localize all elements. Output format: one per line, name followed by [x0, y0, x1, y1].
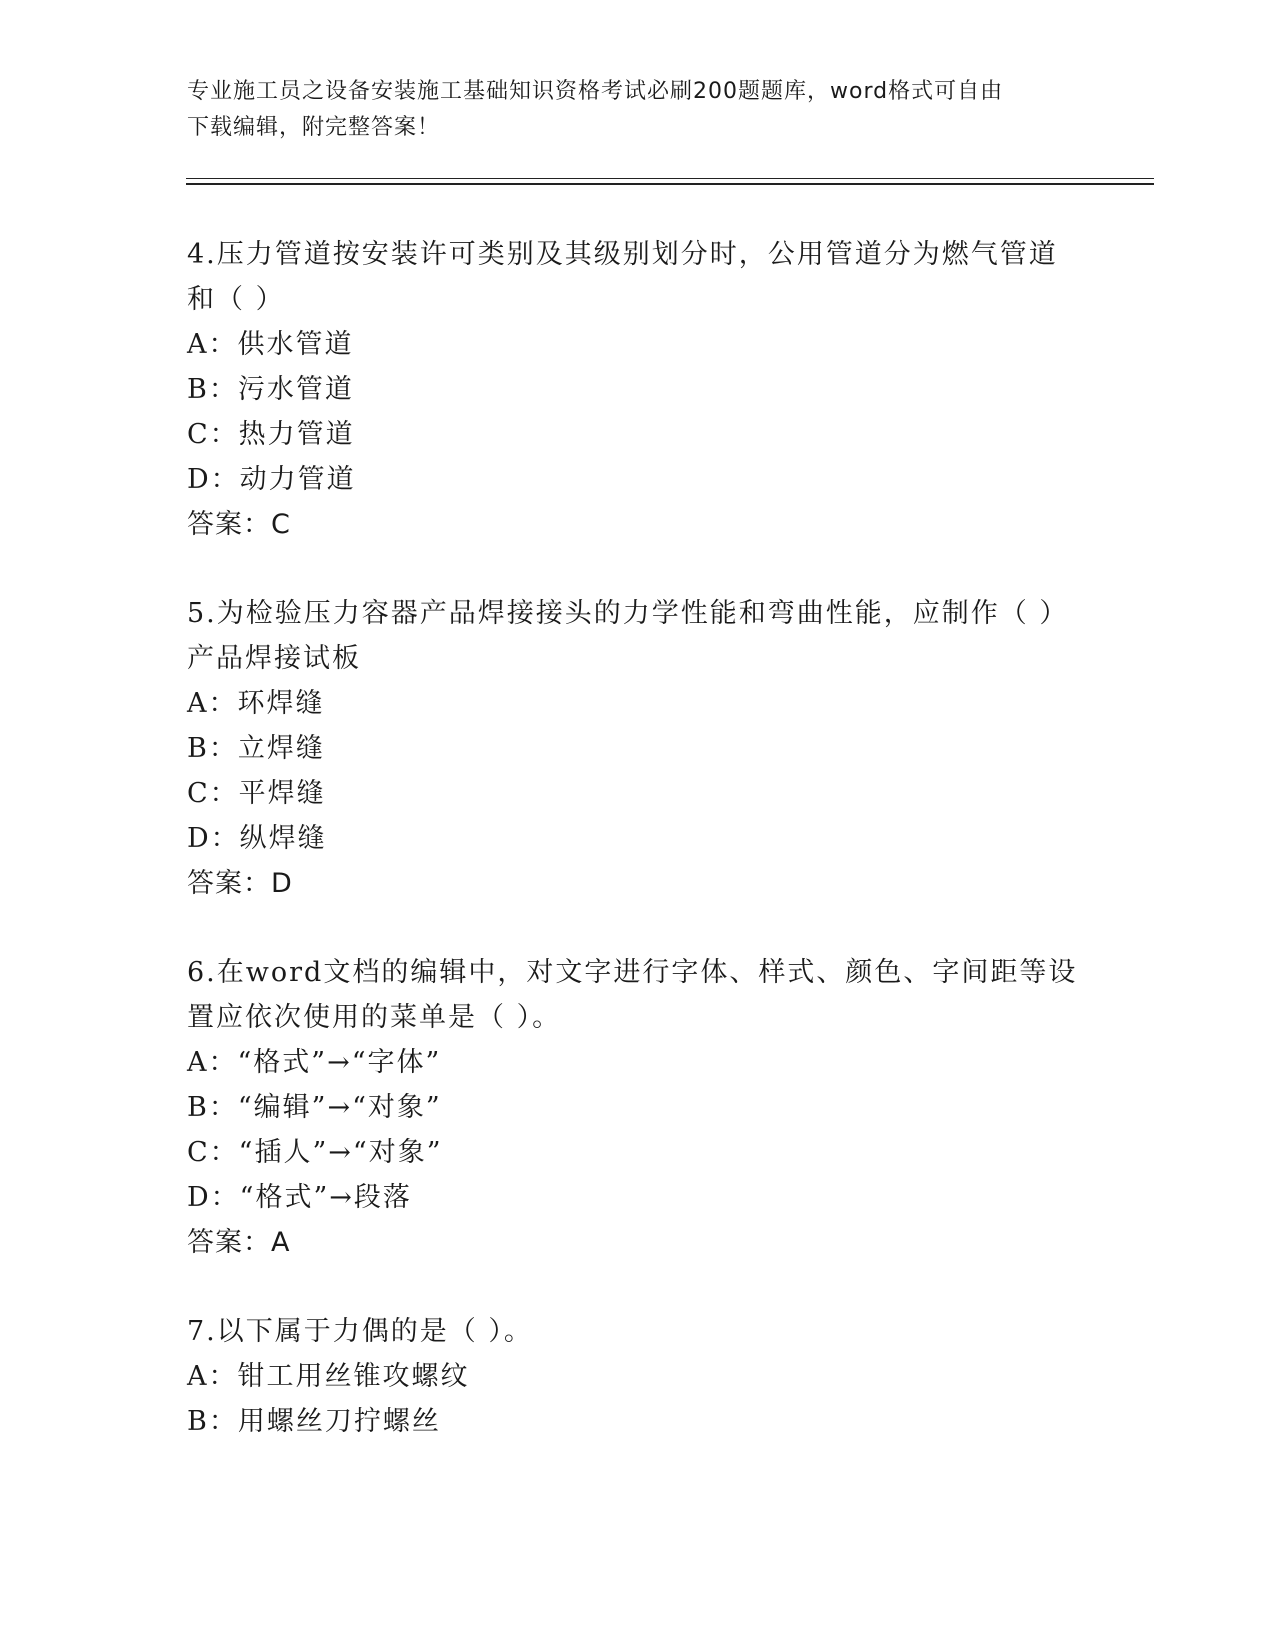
header-line-1: 专业施工员之设备安装施工基础知识资格考试必刷200题题库，word格式可自由 [187, 79, 1004, 104]
question-6 [187, 950, 1087, 1265]
header-line-2: 下载编辑，附完整答案！ [187, 115, 441, 140]
option-c: C：热力管道 [187, 419, 355, 450]
document-header [187, 74, 1067, 146]
option-b: B：立焊缝 [187, 733, 325, 764]
question-7 [187, 1309, 1087, 1444]
option-d: D：“格式”→段落 [187, 1182, 412, 1213]
option-b: B：用螺丝刀拧螺丝 [187, 1406, 441, 1437]
header-divider-thin [186, 178, 1154, 179]
option-c: C：平焊缝 [187, 778, 326, 809]
question-list [187, 232, 1087, 1488]
option-a: A：供水管道 [187, 329, 354, 360]
header-divider-thick [186, 183, 1154, 185]
question-stem-line: 6.在word文档的编辑中，对文字进行字体、样式、颜色、字间距等设 [187, 957, 1078, 988]
option-b: B：“编辑”→“对象” [187, 1092, 442, 1123]
question-stem-line: 置应依次使用的菜单是（ ）。 [187, 1002, 562, 1033]
option-a: A：“格式”→“字体” [187, 1047, 442, 1078]
answer-line: 答案：D [187, 868, 293, 899]
question-5 [187, 591, 1087, 906]
question-stem-line: 产品焊接试板 [187, 643, 361, 674]
answer-line: 答案：A [187, 1227, 291, 1258]
option-b: B：污水管道 [187, 374, 354, 405]
option-d: D：纵焊缝 [187, 823, 327, 854]
option-a: A：环焊缝 [187, 688, 325, 719]
question-stem-line: 4.压力管道按安装许可类别及其级别划分时，公用管道分为燃气管道 [187, 239, 1058, 270]
question-stem-line: 5.为检验压力容器产品焊接接头的力学性能和弯曲性能，应制作（ ） [187, 598, 1069, 629]
answer-line: 答案：C [187, 509, 291, 540]
option-c: C：“插人”→“对象” [187, 1137, 443, 1168]
option-d: D：动力管道 [187, 464, 356, 495]
question-stem-line: 和（ ） [187, 284, 285, 315]
option-a: A：钳工用丝锥攻螺纹 [187, 1361, 470, 1392]
question-4 [187, 232, 1087, 547]
question-stem-line: 7.以下属于力偶的是（ ）。 [187, 1316, 533, 1347]
